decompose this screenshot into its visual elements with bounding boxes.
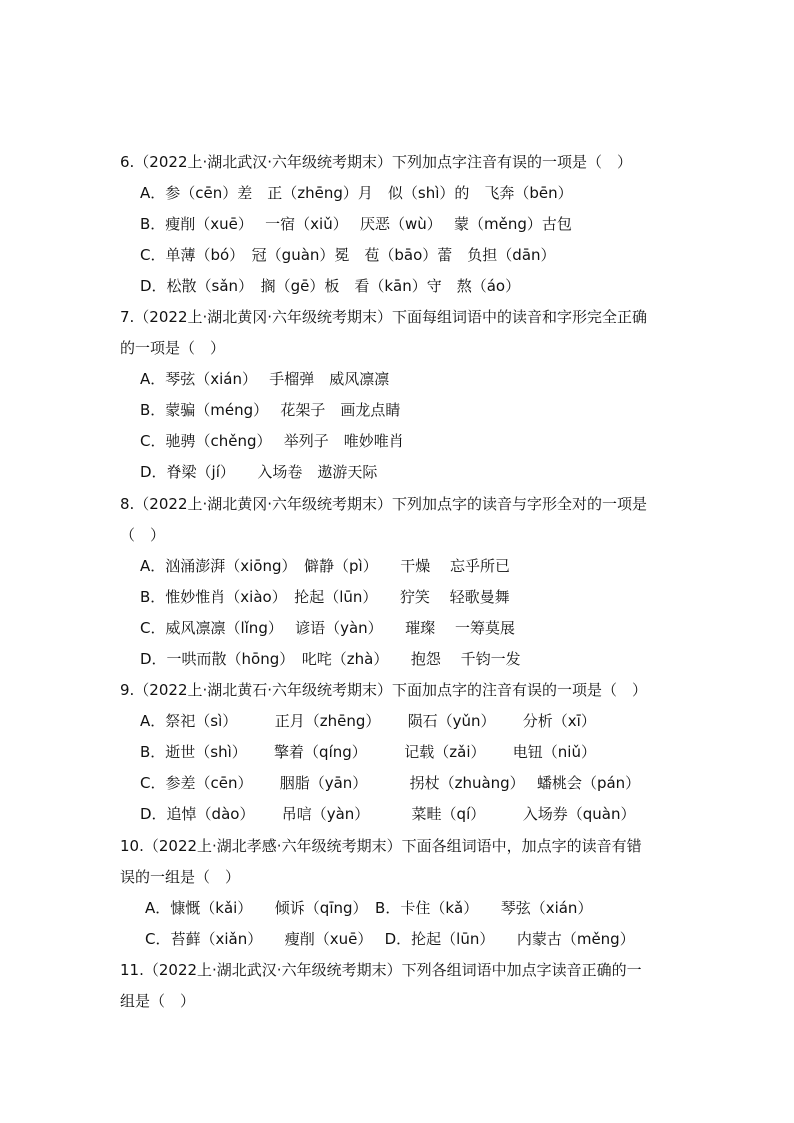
- question-10-options-cd: C．苔藓（xiǎn） 瘦削（xuē） D．抡起（lūn） 内蒙古（měng）: [145, 930, 635, 948]
- question-9-stem: 9.（2022上·湖北黄石·六年级统考期末）下面加点字的注音有误的一项是（ ）: [120, 681, 648, 699]
- question-8-option-c: C．威风凛凛（lǐng） 谚语（yàn） 璀璨 一筹莫展: [140, 619, 515, 637]
- question-6-option-b: B．瘦削（xuē） 一宿（xiǔ） 厌恶（wù） 蒙（měng）古包: [140, 215, 572, 233]
- question-11-stem-line-1: 11.（2022上·湖北武汉·六年级统考期末）下列各组词语中加点字读音正确的一: [120, 961, 642, 979]
- question-7-stem-line-1: 7.（2022上·湖北黄冈·六年级统考期末）下面每组词语中的读音和字形完全正确: [120, 308, 648, 326]
- question-10-stem-line-2: 误的一组是（ ）: [120, 868, 241, 886]
- question-9-option-b: B．逝世（shì） 擎着（qíng） 记载（zǎi） 电钮（niǔ）: [140, 743, 596, 761]
- question-9-option-c: C．参差（cēn） 胭脂（yān） 拐杖（zhuàng） 蟠桃会（pán）: [140, 774, 641, 792]
- question-8-option-d: D．一哄而散（hōng） 叱咤（zhà） 抱怨 千钧一发: [140, 650, 521, 668]
- question-8-option-b: B．惟妙惟肖（xiào） 抡起（lūn） 狞笑 轻歌曼舞: [140, 588, 510, 606]
- question-6-stem: 6.（2022上·湖北武汉·六年级统考期末）下列加点字注音有误的一项是（ ）: [120, 153, 633, 171]
- question-8-option-a: A．汹涌澎湃（xiōng） 僻静（pì） 干燥 忘乎所已: [140, 557, 510, 575]
- question-6-option-a: A．参（cēn）差 正（zhēng）月 似（shì）的 飞奔（bēn）: [140, 184, 573, 202]
- question-6-option-d: D．松散（sǎn） 搁（gē）板 看（kān）守 熬（áo）: [140, 277, 521, 295]
- question-6-option-c: C．单薄（bó） 冠（guàn）冕 苞（bāo）蕾 负担（dān）: [140, 246, 556, 264]
- question-9-option-a: A．祭祀（sì） 正月（zhēng） 陨石（yǔn） 分析（xī）: [140, 712, 596, 730]
- question-7-stem-line-2: 的一项是（ ）: [120, 339, 226, 357]
- question-8-stem-line-2: （ ）: [120, 526, 166, 544]
- question-8-stem-line-1: 8.（2022上·湖北黄冈·六年级统考期末）下列加点字的读音与字形全对的一项是: [120, 495, 648, 513]
- question-10-options-ab: A．慷慨（kǎi） 倾诉（qīng） B．卡住（kǎ） 琴弦（xián）: [145, 899, 593, 917]
- question-11-stem-line-2: 组是（ ）: [120, 992, 196, 1010]
- question-7-option-b: B．蒙骗（méng） 花架子 画龙点睛: [140, 401, 401, 419]
- question-9-option-d: D．追悼（dào） 吊唁（yàn） 菜畦（qí） 入场券（quàn）: [140, 805, 636, 823]
- question-7-option-c: C．驰骋（chěng） 举列子 唯妙唯肖: [140, 432, 404, 450]
- question-10-stem-line-1: 10.（2022上·湖北孝感·六年级统考期末）下面各组词语中，加点字的读音有错: [120, 837, 642, 855]
- question-7-option-a: A．琴弦（xián） 手榴弹 威风凛凛: [140, 370, 390, 388]
- question-7-option-d: D．脊梁（jí） 入场卷 遨游天际: [140, 463, 378, 481]
